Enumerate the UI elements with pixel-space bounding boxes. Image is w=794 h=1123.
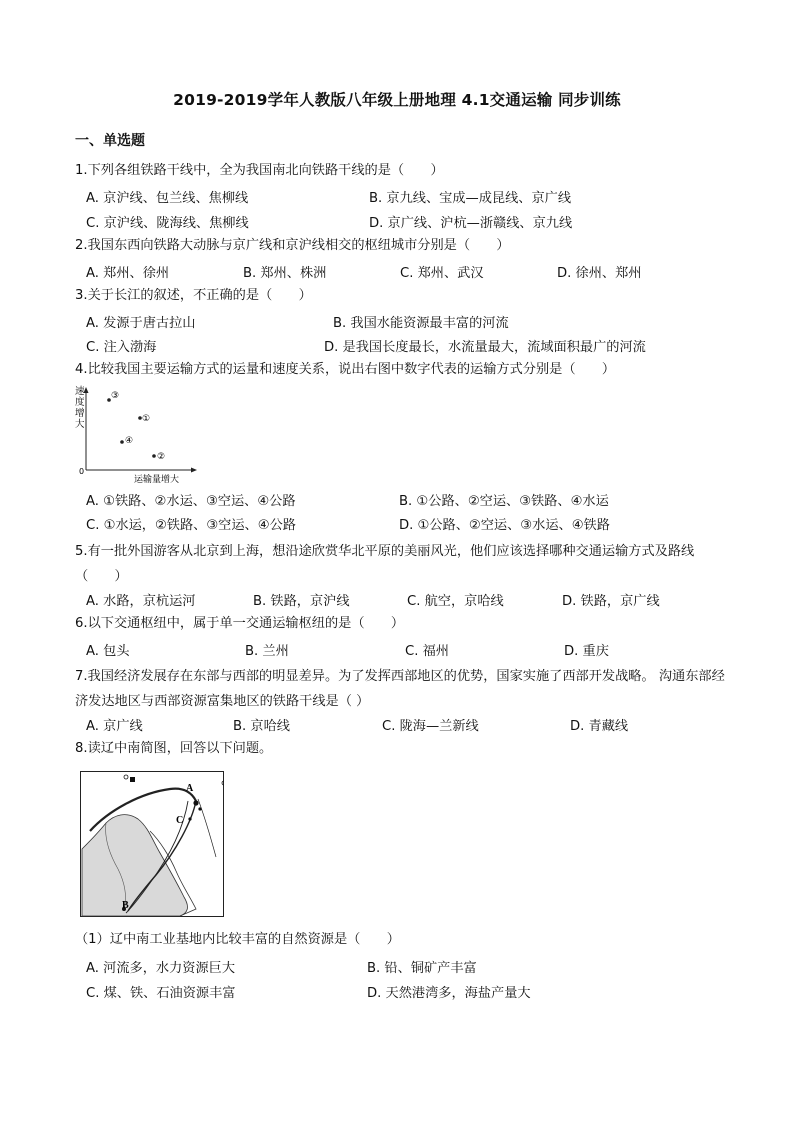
question-2-option-d[interactable]: D. 徐州、郑州 (557, 266, 642, 281)
section-heading: 一、单选题 (75, 133, 145, 149)
point-4-dot (120, 440, 124, 444)
question-4-option-b[interactable]: B. ①公路、②空运、③铁路、④水运 (399, 494, 609, 509)
point-4-label: ④ (125, 436, 134, 446)
question-6-option-b[interactable]: B. 兰州 (245, 644, 289, 659)
question-2-stem: 2.我国东西向铁路大动脉与京广线和京沪线相交的枢纽城市分别是（ ） (75, 238, 510, 253)
question-5-option-a[interactable]: A. 水路，京杭运河 (86, 594, 196, 609)
question-1-stem: 1.下列各组铁路干线中，全为我国南北向铁路干线的是（ ） (75, 163, 444, 178)
question-8-1-option-a[interactable]: A. 河流多，水力资源巨大 (86, 961, 236, 976)
question-4-option-a[interactable]: A. ①铁路、②水运、③空运、④公路 (86, 494, 296, 509)
x-axis-label: 运输量增大 (134, 475, 180, 485)
map-label-c: C (176, 815, 184, 826)
question-7-option-a[interactable]: A. 京广线 (86, 719, 143, 734)
question-1-option-a[interactable]: A. 京沪线、包兰线、焦柳线 (86, 191, 249, 206)
question-4-option-d[interactable]: D. ①公路、②空运、③水运、④铁路 (399, 518, 610, 533)
map-label-b: B (122, 900, 129, 911)
question-8-1-option-b[interactable]: B. 铅、铜矿产丰富 (367, 961, 477, 976)
origin-label: 0 (79, 467, 85, 476)
question-7-option-d[interactable]: D. 青藏线 (570, 719, 629, 734)
question-7-option-c[interactable]: C. 陇海—兰新线 (382, 719, 479, 734)
question-2-option-b[interactable]: B. 郑州、株洲 (243, 266, 327, 281)
question-8-stem: 8.读辽中南简图，回答以下问题。 (75, 741, 273, 756)
question-7-stem: 7.我国经济发展存在东部与西部的明显差异。为了发挥西部地区的优势，国家实施了西部开发战略。 沟通东部经济发达地区与西部资源富集地区的铁路干线是（ ） (75, 669, 725, 709)
liaozhongnan-map (80, 771, 224, 917)
question-5-stem: 5.有一批外国游客从北京到上海，想沿途欣赏华北平原的美丽风光，他们应该选择哪种交通运输方式及路线（ ） (75, 544, 695, 584)
y-axis-label: 速度增大 (75, 386, 85, 430)
point-2-dot (152, 454, 156, 458)
point-3-label: ③ (111, 391, 120, 401)
question-2-option-a[interactable]: A. 郑州、徐州 (86, 266, 170, 281)
question-2-option-c[interactable]: C. 郑州、武汉 (400, 266, 484, 281)
question-6-option-a[interactable]: A. 包头 (86, 644, 130, 659)
city-dot-3 (188, 817, 191, 820)
question-3-option-a[interactable]: A. 发源于唐古拉山 (86, 316, 196, 331)
question-1-option-c[interactable]: C. 京沪线、陇海线、焦柳线 (86, 216, 249, 231)
question-1-option-b[interactable]: B. 京九线、宝成—成昆线、京广线 (369, 191, 572, 206)
point-1-label: ① (142, 414, 151, 424)
question-6-option-d[interactable]: D. 重庆 (564, 644, 609, 659)
question-4-stem: 4.比较我国主要运输方式的运量和速度关系，说出右图中数字代表的运输方式分别是（ ） (75, 362, 616, 377)
question-5-option-b[interactable]: B. 铁路，京沪线 (253, 594, 350, 609)
city-dot-2 (198, 807, 201, 810)
question-5-option-c[interactable]: C. 航空，京哈线 (407, 594, 504, 609)
question-8-1-stem: （1）辽中南工业基地内比较丰富的自然资源是（ ） (75, 932, 400, 947)
question-4-option-c[interactable]: C. ①水运，②铁路、③空运、④公路 (86, 518, 296, 533)
question-8-1-option-d[interactable]: D. 天然港湾多，海盐产量大 (367, 986, 531, 1001)
question-7-option-b[interactable]: B. 京哈线 (233, 719, 290, 734)
city-c-dot (193, 800, 198, 805)
map-label-a: A (186, 783, 194, 794)
question-6-option-c[interactable]: C. 福州 (405, 644, 449, 659)
point-2-label: ② (157, 452, 166, 462)
question-3-option-b[interactable]: B. 我国水能资源最丰富的河流 (333, 316, 509, 331)
question-1-option-d[interactable]: D. 京广线、沪杭—浙赣线、京九线 (369, 216, 573, 231)
question-6-stem: 6.以下交通枢纽中，属于单一交通运输枢纽的是（ ） (75, 616, 405, 631)
document-title: 2019-2019学年人教版八年级上册地理 4.1交通运输 同步训练 (173, 91, 621, 109)
question-3-option-c[interactable]: C. 注入渤海 (86, 340, 157, 355)
x-axis-arrow (191, 468, 197, 473)
question-3-stem: 3.关于长江的叙述，不正确的是（ ） (75, 288, 312, 303)
city-square (130, 777, 135, 782)
question-5-option-d[interactable]: D. 铁路，京广线 (562, 594, 660, 609)
question-8-1-option-c[interactable]: C. 煤、铁、石油资源丰富 (86, 986, 236, 1001)
question-3-option-d[interactable]: D. 是我国长度最长，水流量最大，流域面积最广的河流 (324, 340, 646, 355)
speed-volume-graph (74, 384, 200, 486)
